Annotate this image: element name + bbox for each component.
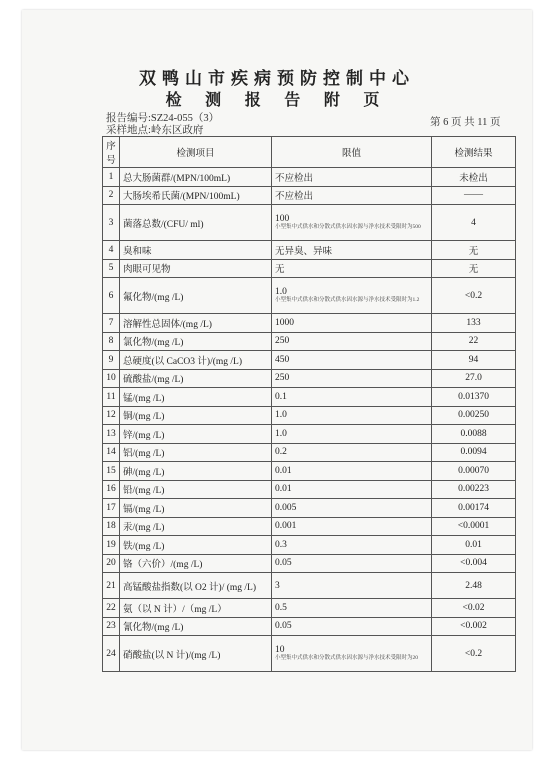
table-row (103, 259, 516, 278)
table-row (103, 599, 516, 618)
test-result (432, 425, 516, 444)
table-row (103, 617, 516, 636)
test-result-text: 0.00223 (458, 484, 489, 495)
row-number-text: 23 (106, 621, 116, 632)
test-result-text: 4 (471, 217, 476, 228)
limit-value-text: 无异臭、异味 (275, 246, 333, 257)
table-row (103, 351, 516, 370)
test-result-text: 22 (468, 336, 479, 347)
test-item-text: 菌落总数/(CFU/ ml) (123, 219, 204, 230)
test-item-text: 铜/(mg /L) (123, 412, 165, 423)
limit-value-text: 3 (275, 580, 280, 591)
row-number-text: 6 (108, 290, 114, 301)
limit-value-text: 0.3 (275, 539, 287, 550)
test-result (432, 186, 516, 205)
test-item-text: 氯化物/(mg /L) (123, 338, 184, 349)
test-item-text: 镉/(mg /L) (123, 504, 165, 515)
row-number (103, 536, 120, 555)
row-number (103, 599, 120, 618)
table-row (103, 573, 516, 599)
test-result (432, 462, 516, 481)
test-item-text: 臭和味 (123, 246, 152, 257)
row-number (103, 462, 120, 481)
limit-value-text: 1.0 (275, 410, 287, 421)
test-item-text: 高锰酸盐指数(以 O2 计)/ (mg /L) (123, 582, 256, 593)
test-item-text: 铬（六价）/(mg /L) (123, 560, 203, 571)
test-item (120, 599, 272, 618)
test-result-text: 0.01370 (458, 391, 489, 402)
table-row (103, 278, 516, 314)
table-row (103, 369, 516, 388)
row-number (103, 388, 120, 407)
row-number (103, 499, 120, 518)
test-item-text: 溶解性总固体/(mg /L) (123, 319, 212, 330)
limit-value-text: 0.2 (275, 447, 287, 458)
row-number (103, 259, 120, 278)
limit-value (272, 599, 432, 618)
row-number-text: 16 (106, 484, 116, 495)
test-result (432, 259, 516, 278)
test-result-text: 27.0 (465, 373, 482, 384)
test-result-text: <0.002 (460, 621, 487, 632)
limit-value-text: 0.01 (275, 465, 292, 476)
column-header-item: 检测项目 (120, 137, 272, 168)
test-result (432, 480, 516, 499)
limit-value-text: 1000 (275, 317, 294, 328)
table-row (103, 462, 516, 481)
test-item (120, 388, 272, 407)
test-result (432, 332, 516, 351)
test-result-text: 0.01 (465, 539, 482, 550)
test-result-text: 0.00174 (458, 502, 489, 513)
limit-value-text: 0.005 (275, 502, 297, 513)
limit-value (272, 168, 432, 187)
limit-value-text: 450 (275, 354, 290, 365)
limit-value-text: 250 (275, 336, 290, 347)
limit-value (272, 332, 432, 351)
row-number (103, 241, 120, 260)
table-row (103, 314, 516, 333)
test-item (120, 168, 272, 187)
test-item (120, 351, 272, 370)
limit-value (272, 480, 432, 499)
limit-value-text: 1.0 (275, 287, 287, 297)
row-number-text: 5 (108, 263, 114, 274)
row-number (103, 278, 120, 314)
limit-value (272, 351, 432, 370)
test-item-text: 大肠埃希氏菌/(MPN/100mL) (123, 192, 240, 203)
table-header-row (103, 137, 516, 168)
test-item (120, 406, 272, 425)
test-item (120, 259, 272, 278)
test-result (432, 599, 516, 618)
row-number-text: 7 (108, 317, 114, 328)
test-result (432, 351, 516, 370)
row-number-text: 10 (106, 373, 116, 384)
row-number (103, 406, 120, 425)
row-number (103, 480, 120, 499)
test-item (120, 443, 272, 462)
table-row (103, 554, 516, 573)
row-number (103, 186, 120, 205)
row-number-text: 22 (106, 602, 116, 613)
limit-value-text: 0.05 (275, 558, 292, 569)
test-item (120, 186, 272, 205)
report-number-value: SZ24-055（3） (150, 113, 220, 124)
limit-value (272, 462, 432, 481)
test-result-text: 0.0088 (460, 428, 487, 439)
limit-value-text: 0.01 (275, 484, 292, 495)
limit-value-text: 10 (275, 645, 285, 655)
test-result-text: —— (464, 190, 483, 201)
test-result-text: 0.0094 (460, 447, 487, 458)
row-number (103, 554, 120, 573)
test-item-text: 氨（以 N 计）/（mg /L） (123, 604, 227, 615)
limit-value (272, 314, 432, 333)
limit-value (272, 259, 432, 278)
test-result (432, 636, 516, 672)
test-item (120, 332, 272, 351)
test-item-text: 氟化物/(mg /L) (123, 292, 184, 303)
test-item (120, 480, 272, 499)
test-result (432, 168, 516, 187)
limit-note: 小型集中式供水和分散式供水因水源与净水技术受限时为1.2 (275, 297, 420, 303)
column-header-limit: 限值 (272, 137, 432, 168)
row-number (103, 617, 120, 636)
test-result-text: 2.48 (465, 580, 482, 591)
limit-value (272, 636, 432, 672)
row-number-text: 9 (108, 354, 114, 365)
test-result-text: 无 (468, 265, 479, 276)
row-number-text: 11 (106, 391, 116, 402)
limit-value-text: 不应检出 (275, 173, 314, 184)
test-item (120, 636, 272, 672)
limit-note: 小型集中式供水和分散式供水因水源与净水技术受限时为20 (275, 655, 419, 661)
test-result-text: 0.00250 (458, 410, 489, 421)
test-item-text: 汞/(mg /L) (123, 523, 165, 534)
row-number-text: 2 (108, 190, 114, 201)
limit-value-text: 1.0 (275, 428, 287, 439)
row-number (103, 369, 120, 388)
row-number (103, 168, 120, 187)
limit-value (272, 554, 432, 573)
limit-note: 小型集中式供水和分散式供水因水源与净水技术受限时为500 (275, 224, 421, 230)
table-row (103, 168, 516, 187)
test-result (432, 314, 516, 333)
test-result-text: 未检出 (459, 173, 488, 184)
row-number-text: 3 (108, 217, 114, 228)
row-number (103, 332, 120, 351)
row-number-text: 12 (106, 410, 116, 421)
row-number (103, 517, 120, 536)
test-result (432, 369, 516, 388)
row-number-text: 19 (106, 539, 116, 550)
test-item (120, 241, 272, 260)
table-row (103, 241, 516, 260)
test-result (432, 554, 516, 573)
test-result (432, 388, 516, 407)
limit-value (272, 369, 432, 388)
row-number-text: 14 (106, 447, 116, 458)
test-item (120, 517, 272, 536)
limit-value-text: 250 (275, 373, 290, 384)
limit-value (272, 241, 432, 260)
limit-value (272, 443, 432, 462)
test-result (432, 617, 516, 636)
row-number (103, 314, 120, 333)
table-row (103, 443, 516, 462)
limit-value (272, 388, 432, 407)
row-number (103, 205, 120, 241)
limit-value-text: 不应检出 (275, 192, 314, 203)
row-number-text: 18 (106, 521, 116, 532)
table-row (103, 636, 516, 672)
row-number (103, 425, 120, 444)
test-result (432, 205, 516, 241)
test-item (120, 536, 272, 555)
test-item-text: 总大肠菌群/(MPN/100mL) (123, 173, 231, 184)
organization-title: 双鸭山市疾病预防控制中心 (139, 69, 415, 89)
test-item-text: 硫酸盐/(mg /L) (123, 375, 184, 386)
test-result-text: <0.2 (464, 648, 483, 659)
test-item-text: 总硬度(以 CaCO3 计)/(mg /L) (123, 356, 243, 367)
test-item (120, 205, 272, 241)
table-row (103, 186, 516, 205)
test-item-text: 铝/(mg /L) (123, 449, 165, 460)
limit-value (272, 425, 432, 444)
row-number-text: 21 (106, 580, 116, 591)
limit-value (272, 517, 432, 536)
test-result (432, 443, 516, 462)
limit-value (272, 617, 432, 636)
test-result (432, 573, 516, 599)
table-row (103, 406, 516, 425)
page-info: 第 6 页 共 11 页 (430, 117, 501, 128)
test-result-text: <0.004 (460, 558, 487, 569)
results-table (102, 136, 516, 672)
test-item-text: 铁/(mg /L) (123, 541, 165, 552)
table-row (103, 205, 516, 241)
row-number (103, 573, 120, 599)
test-item (120, 369, 272, 388)
report-subtitle: 检 测 报 告 附 页 (165, 90, 389, 109)
test-result (432, 536, 516, 555)
table-row (103, 499, 516, 518)
sampling-site (106, 122, 203, 137)
test-item-text: 铅/(mg /L) (123, 486, 165, 497)
row-number-text: 1 (108, 171, 114, 182)
row-number (103, 351, 120, 370)
row-number-text: 8 (108, 336, 114, 347)
test-item-text: 氰化物/(mg /L) (123, 623, 184, 634)
limit-value-text: 无 (275, 265, 285, 276)
test-item (120, 617, 272, 636)
row-number-text: 17 (106, 502, 116, 513)
test-item (120, 425, 272, 444)
test-result (432, 517, 516, 536)
table-body (103, 168, 516, 672)
row-number-text: 13 (106, 428, 116, 439)
row-number-text: 24 (106, 648, 116, 659)
limit-value (272, 499, 432, 518)
row-number (103, 443, 120, 462)
table-row (103, 480, 516, 499)
test-result-text: 0.00070 (458, 465, 489, 476)
sampling-site-value: 岭东区政府 (150, 125, 204, 136)
report-number-label: 报告编号: (106, 113, 151, 124)
limit-value (272, 406, 432, 425)
test-result-text: 133 (466, 317, 481, 328)
test-item (120, 462, 272, 481)
table-row (103, 425, 516, 444)
test-result-text: <0.0001 (457, 521, 490, 532)
test-item (120, 314, 272, 333)
test-result (432, 278, 516, 314)
test-result (432, 499, 516, 518)
test-item (120, 554, 272, 573)
limit-value (272, 205, 432, 241)
table-row (103, 332, 516, 351)
row-number-text: 15 (106, 465, 116, 476)
sampling-site-label: 采样地点: (106, 125, 151, 136)
test-result-text: <0.2 (464, 290, 483, 301)
row-number-text: 20 (106, 558, 116, 569)
test-result (432, 406, 516, 425)
test-item-text: 锌/(mg /L) (123, 430, 165, 441)
limit-value-text: 0.5 (275, 602, 287, 613)
test-result (432, 241, 516, 260)
limit-value (272, 573, 432, 599)
limit-value-text: 0.1 (275, 391, 287, 402)
test-result-text: 无 (468, 246, 479, 257)
column-header-result: 检测结果 (432, 137, 516, 168)
row-number (103, 636, 120, 672)
test-item-text: 砷/(mg /L) (123, 467, 165, 478)
test-result-text: <0.02 (462, 602, 485, 613)
limit-value (272, 186, 432, 205)
limit-value-text: 100 (275, 214, 290, 224)
limit-value-text: 0.05 (275, 621, 292, 632)
column-header-no: 序号 (103, 137, 120, 168)
test-item-text: 硝酸盐(以 N 计)/(mg /L) (123, 650, 221, 661)
test-item (120, 573, 272, 599)
test-item-text: 锰/(mg /L) (123, 393, 165, 404)
limit-value (272, 536, 432, 555)
row-number-text: 4 (108, 244, 114, 255)
limit-value (272, 278, 432, 314)
table-row (103, 536, 516, 555)
table-row (103, 517, 516, 536)
test-item (120, 278, 272, 314)
test-item (120, 499, 272, 518)
limit-value-text: 0.001 (275, 521, 297, 532)
table-row (103, 388, 516, 407)
test-result-text: 94 (468, 354, 479, 365)
test-item-text: 肉眼可见物 (123, 265, 171, 276)
